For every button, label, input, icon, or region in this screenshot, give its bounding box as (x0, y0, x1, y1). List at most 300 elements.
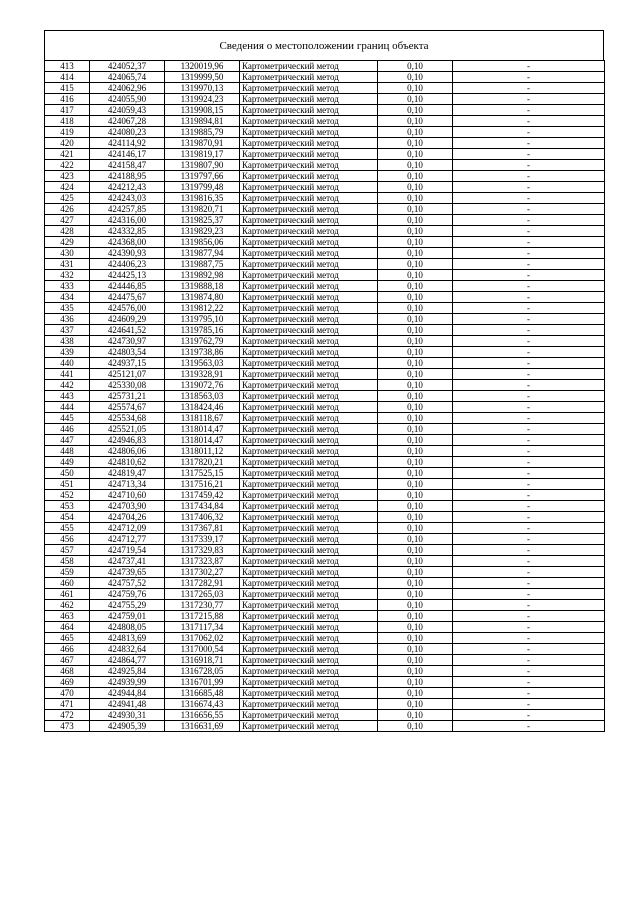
x-coordinate-cell: 424067,28 (90, 116, 165, 127)
x-coordinate-cell: 424759,01 (90, 611, 165, 622)
point-number-cell: 431 (45, 259, 90, 270)
x-coordinate-cell: 424941,48 (90, 699, 165, 710)
accuracy-cell: 0,10 (378, 358, 453, 369)
y-coordinate-cell: 1319797,66 (165, 171, 240, 182)
point-number-cell: 464 (45, 622, 90, 633)
description-cell: - (453, 116, 605, 127)
accuracy-cell: 0,10 (378, 666, 453, 677)
y-coordinate-cell: 1319908,15 (165, 105, 240, 116)
x-coordinate-cell: 424819,47 (90, 468, 165, 479)
method-cell: Картометрический метод (240, 226, 378, 237)
point-number-cell: 441 (45, 369, 90, 380)
x-coordinate-cell: 424316,00 (90, 215, 165, 226)
x-coordinate-cell: 425521,05 (90, 424, 165, 435)
method-cell: Картометрический метод (240, 622, 378, 633)
description-cell: - (453, 215, 605, 226)
x-coordinate-cell: 424406,23 (90, 259, 165, 270)
table-row (45, 413, 605, 424)
y-coordinate-cell: 1318424,46 (165, 402, 240, 413)
point-number-cell: 450 (45, 468, 90, 479)
description-cell: - (453, 545, 605, 556)
y-coordinate-cell: 1319970,13 (165, 83, 240, 94)
description-cell: - (453, 435, 605, 446)
table-title: Сведения о местоположении границ объекта (44, 30, 604, 61)
y-coordinate-cell: 1316701,99 (165, 677, 240, 688)
point-number-cell: 433 (45, 281, 90, 292)
point-number-cell: 424 (45, 182, 90, 193)
method-cell: Картометрический метод (240, 501, 378, 512)
table-row (45, 699, 605, 710)
accuracy-cell: 0,10 (378, 116, 453, 127)
description-cell: - (453, 94, 605, 105)
description-cell: - (453, 138, 605, 149)
method-cell: Картометрический метод (240, 424, 378, 435)
point-number-cell: 473 (45, 721, 90, 732)
accuracy-cell: 0,10 (378, 270, 453, 281)
accuracy-cell: 0,10 (378, 644, 453, 655)
y-coordinate-cell: 1317329,83 (165, 545, 240, 556)
description-cell: - (453, 182, 605, 193)
y-coordinate-cell: 1317525,15 (165, 468, 240, 479)
method-cell: Картометрический метод (240, 677, 378, 688)
description-cell: - (453, 105, 605, 116)
table-row (45, 435, 605, 446)
description-cell: - (453, 226, 605, 237)
description-cell: - (453, 380, 605, 391)
accuracy-cell: 0,10 (378, 369, 453, 380)
y-coordinate-cell: 1317323,87 (165, 556, 240, 567)
accuracy-cell: 0,10 (378, 655, 453, 666)
accuracy-cell: 0,10 (378, 402, 453, 413)
point-number-cell: 470 (45, 688, 90, 699)
point-number-cell: 428 (45, 226, 90, 237)
accuracy-cell: 0,10 (378, 259, 453, 270)
y-coordinate-cell: 1317230,77 (165, 600, 240, 611)
x-coordinate-cell: 424864,77 (90, 655, 165, 666)
point-number-cell: 414 (45, 72, 90, 83)
method-cell: Картометрический метод (240, 94, 378, 105)
table-row (45, 710, 605, 721)
point-number-cell: 448 (45, 446, 90, 457)
x-coordinate-cell: 424739,65 (90, 567, 165, 578)
description-cell: - (453, 193, 605, 204)
description-cell: - (453, 578, 605, 589)
accuracy-cell: 0,10 (378, 556, 453, 567)
description-cell: - (453, 446, 605, 457)
description-cell: - (453, 171, 605, 182)
point-number-cell: 432 (45, 270, 90, 281)
accuracy-cell: 0,10 (378, 677, 453, 688)
accuracy-cell: 0,10 (378, 204, 453, 215)
x-coordinate-cell: 424114,92 (90, 138, 165, 149)
x-coordinate-cell: 424759,76 (90, 589, 165, 600)
method-cell: Картометрический метод (240, 435, 378, 446)
description-cell: - (453, 490, 605, 501)
table-row (45, 358, 605, 369)
x-coordinate-cell: 424446,85 (90, 281, 165, 292)
description-cell: - (453, 666, 605, 677)
description-cell: - (453, 413, 605, 424)
description-cell: - (453, 204, 605, 215)
description-cell: - (453, 160, 605, 171)
accuracy-cell: 0,10 (378, 468, 453, 479)
table-row (45, 72, 605, 83)
x-coordinate-cell: 424944,84 (90, 688, 165, 699)
accuracy-cell: 0,10 (378, 457, 453, 468)
y-coordinate-cell: 1316631,69 (165, 721, 240, 732)
table-row (45, 182, 605, 193)
accuracy-cell: 0,10 (378, 710, 453, 721)
point-number-cell: 440 (45, 358, 90, 369)
method-cell: Картометрический метод (240, 281, 378, 292)
y-coordinate-cell: 1316656,55 (165, 710, 240, 721)
description-cell: - (453, 479, 605, 490)
accuracy-cell: 0,10 (378, 413, 453, 424)
point-number-cell: 435 (45, 303, 90, 314)
table-row (45, 545, 605, 556)
point-number-cell: 455 (45, 523, 90, 534)
accuracy-cell: 0,10 (378, 94, 453, 105)
description-cell: - (453, 501, 605, 512)
x-coordinate-cell: 425574,67 (90, 402, 165, 413)
y-coordinate-cell: 1319870,91 (165, 138, 240, 149)
point-number-cell: 472 (45, 710, 90, 721)
accuracy-cell: 0,10 (378, 248, 453, 259)
accuracy-cell: 0,10 (378, 281, 453, 292)
point-number-cell: 445 (45, 413, 90, 424)
point-number-cell: 447 (45, 435, 90, 446)
description-cell: - (453, 677, 605, 688)
description-cell: - (453, 611, 605, 622)
point-number-cell: 451 (45, 479, 90, 490)
y-coordinate-cell: 1317062,02 (165, 633, 240, 644)
description-cell: - (453, 644, 605, 655)
table-row (45, 534, 605, 545)
y-coordinate-cell: 1319820,71 (165, 204, 240, 215)
coordinates-table (44, 60, 605, 732)
x-coordinate-cell: 424146,17 (90, 149, 165, 160)
table-row (45, 303, 605, 314)
x-coordinate-cell: 424755,29 (90, 600, 165, 611)
point-number-cell: 461 (45, 589, 90, 600)
method-cell: Картометрический метод (240, 600, 378, 611)
description-cell: - (453, 567, 605, 578)
y-coordinate-cell: 1319795,10 (165, 314, 240, 325)
y-coordinate-cell: 1319856,06 (165, 237, 240, 248)
x-coordinate-cell: 424425,13 (90, 270, 165, 281)
y-coordinate-cell: 1318563,03 (165, 391, 240, 402)
accuracy-cell: 0,10 (378, 314, 453, 325)
method-cell: Картометрический метод (240, 127, 378, 138)
x-coordinate-cell: 424719,54 (90, 545, 165, 556)
x-coordinate-cell: 424803,54 (90, 347, 165, 358)
accuracy-cell: 0,10 (378, 600, 453, 611)
x-coordinate-cell: 424703,90 (90, 501, 165, 512)
x-coordinate-cell: 424052,37 (90, 61, 165, 72)
table-row (45, 611, 605, 622)
x-coordinate-cell: 425731,21 (90, 391, 165, 402)
y-coordinate-cell: 1319894,81 (165, 116, 240, 127)
table-row (45, 512, 605, 523)
y-coordinate-cell: 1319762,79 (165, 336, 240, 347)
table-row (45, 105, 605, 116)
method-cell: Картометрический метод (240, 468, 378, 479)
method-cell: Картометрический метод (240, 589, 378, 600)
method-cell: Картометрический метод (240, 391, 378, 402)
y-coordinate-cell: 1319738,86 (165, 347, 240, 358)
x-coordinate-cell: 424712,09 (90, 523, 165, 534)
x-coordinate-cell: 424475,67 (90, 292, 165, 303)
description-cell: - (453, 402, 605, 413)
description-cell: - (453, 314, 605, 325)
table-row (45, 655, 605, 666)
accuracy-cell: 0,10 (378, 171, 453, 182)
description-cell: - (453, 468, 605, 479)
method-cell: Картометрический метод (240, 413, 378, 424)
x-coordinate-cell: 424059,43 (90, 105, 165, 116)
y-coordinate-cell: 1319072,76 (165, 380, 240, 391)
point-number-cell: 459 (45, 567, 90, 578)
method-cell: Картометрический метод (240, 248, 378, 259)
table-row (45, 204, 605, 215)
y-coordinate-cell: 1319888,18 (165, 281, 240, 292)
x-coordinate-cell: 425121,07 (90, 369, 165, 380)
accuracy-cell: 0,10 (378, 127, 453, 138)
point-number-cell: 437 (45, 325, 90, 336)
y-coordinate-cell: 1317434,84 (165, 501, 240, 512)
method-cell: Картометрический метод (240, 721, 378, 732)
y-coordinate-cell: 1317406,32 (165, 512, 240, 523)
method-cell: Картометрический метод (240, 567, 378, 578)
method-cell: Картометрический метод (240, 270, 378, 281)
point-number-cell: 434 (45, 292, 90, 303)
method-cell: Картометрический метод (240, 61, 378, 72)
point-number-cell: 453 (45, 501, 90, 512)
y-coordinate-cell: 1319816,35 (165, 193, 240, 204)
method-cell: Картометрический метод (240, 72, 378, 83)
table-row (45, 567, 605, 578)
method-cell: Картометрический метод (240, 347, 378, 358)
table-row (45, 402, 605, 413)
method-cell: Картометрический метод (240, 578, 378, 589)
point-number-cell: 421 (45, 149, 90, 160)
method-cell: Картометрический метод (240, 105, 378, 116)
y-coordinate-cell: 1316674,43 (165, 699, 240, 710)
y-coordinate-cell: 1319819,17 (165, 149, 240, 160)
table-row (45, 83, 605, 94)
x-coordinate-cell: 424065,74 (90, 72, 165, 83)
point-number-cell: 415 (45, 83, 90, 94)
description-cell: - (453, 534, 605, 545)
y-coordinate-cell: 1317117,34 (165, 622, 240, 633)
description-cell: - (453, 688, 605, 699)
accuracy-cell: 0,10 (378, 523, 453, 534)
x-coordinate-cell: 424609,29 (90, 314, 165, 325)
description-cell: - (453, 303, 605, 314)
description-cell: - (453, 710, 605, 721)
y-coordinate-cell: 1319829,23 (165, 226, 240, 237)
description-cell: - (453, 325, 605, 336)
y-coordinate-cell: 1317367,81 (165, 523, 240, 534)
y-coordinate-cell: 1317459,42 (165, 490, 240, 501)
point-number-cell: 443 (45, 391, 90, 402)
table-row (45, 314, 605, 325)
accuracy-cell: 0,10 (378, 226, 453, 237)
method-cell: Картометрический метод (240, 611, 378, 622)
point-number-cell: 460 (45, 578, 90, 589)
x-coordinate-cell: 424939,99 (90, 677, 165, 688)
point-number-cell: 436 (45, 314, 90, 325)
point-number-cell: 413 (45, 61, 90, 72)
table-row (45, 94, 605, 105)
accuracy-cell: 0,10 (378, 292, 453, 303)
accuracy-cell: 0,10 (378, 138, 453, 149)
method-cell: Картометрический метод (240, 666, 378, 677)
method-cell: Картометрический метод (240, 479, 378, 490)
description-cell: - (453, 523, 605, 534)
table-row (45, 61, 605, 72)
accuracy-cell: 0,10 (378, 534, 453, 545)
description-cell: - (453, 72, 605, 83)
table-row (45, 127, 605, 138)
table-row (45, 259, 605, 270)
table-row (45, 292, 605, 303)
method-cell: Картометрический метод (240, 633, 378, 644)
table-row (45, 644, 605, 655)
description-cell: - (453, 358, 605, 369)
description-cell: - (453, 61, 605, 72)
x-coordinate-cell: 425330,08 (90, 380, 165, 391)
method-cell: Картометрический метод (240, 259, 378, 270)
method-cell: Картометрический метод (240, 138, 378, 149)
point-number-cell: 420 (45, 138, 90, 149)
table-row (45, 193, 605, 204)
method-cell: Картометрический метод (240, 534, 378, 545)
description-cell: - (453, 699, 605, 710)
point-number-cell: 446 (45, 424, 90, 435)
point-number-cell: 439 (45, 347, 90, 358)
accuracy-cell: 0,10 (378, 61, 453, 72)
description-cell: - (453, 127, 605, 138)
y-coordinate-cell: 1317215,88 (165, 611, 240, 622)
description-cell: - (453, 149, 605, 160)
accuracy-cell: 0,10 (378, 303, 453, 314)
y-coordinate-cell: 1319807,90 (165, 160, 240, 171)
method-cell: Картометрический метод (240, 83, 378, 94)
table-row (45, 688, 605, 699)
method-cell: Картометрический метод (240, 325, 378, 336)
point-number-cell: 425 (45, 193, 90, 204)
accuracy-cell: 0,10 (378, 545, 453, 556)
point-number-cell: 463 (45, 611, 90, 622)
accuracy-cell: 0,10 (378, 83, 453, 94)
point-number-cell: 466 (45, 644, 90, 655)
description-cell: - (453, 633, 605, 644)
description-cell: - (453, 259, 605, 270)
accuracy-cell: 0,10 (378, 446, 453, 457)
table-row (45, 347, 605, 358)
accuracy-cell: 0,10 (378, 149, 453, 160)
accuracy-cell: 0,10 (378, 721, 453, 732)
x-coordinate-cell: 424243,03 (90, 193, 165, 204)
accuracy-cell: 0,10 (378, 435, 453, 446)
method-cell: Картометрический метод (240, 512, 378, 523)
method-cell: Картометрический метод (240, 314, 378, 325)
table-row (45, 446, 605, 457)
x-coordinate-cell: 424832,64 (90, 644, 165, 655)
x-coordinate-cell: 424930,31 (90, 710, 165, 721)
table-row (45, 237, 605, 248)
description-cell: - (453, 600, 605, 611)
table-row (45, 380, 605, 391)
y-coordinate-cell: 1320019,96 (165, 61, 240, 72)
table-row (45, 336, 605, 347)
x-coordinate-cell: 424257,85 (90, 204, 165, 215)
table-row (45, 171, 605, 182)
y-coordinate-cell: 1318011,12 (165, 446, 240, 457)
description-cell: - (453, 237, 605, 248)
method-cell: Картометрический метод (240, 655, 378, 666)
point-number-cell: 465 (45, 633, 90, 644)
description-cell: - (453, 248, 605, 259)
method-cell: Картометрический метод (240, 215, 378, 226)
y-coordinate-cell: 1319328,91 (165, 369, 240, 380)
x-coordinate-cell: 424212,43 (90, 182, 165, 193)
x-coordinate-cell: 424390,93 (90, 248, 165, 259)
table-row (45, 226, 605, 237)
method-cell: Картометрический метод (240, 688, 378, 699)
point-number-cell: 438 (45, 336, 90, 347)
accuracy-cell: 0,10 (378, 567, 453, 578)
table-row (45, 523, 605, 534)
method-cell: Картометрический метод (240, 402, 378, 413)
method-cell: Картометрический метод (240, 292, 378, 303)
table-row (45, 116, 605, 127)
method-cell: Картометрический метод (240, 237, 378, 248)
method-cell: Картометрический метод (240, 336, 378, 347)
method-cell: Картометрический метод (240, 358, 378, 369)
y-coordinate-cell: 1319924,23 (165, 94, 240, 105)
y-coordinate-cell: 1317302,27 (165, 567, 240, 578)
y-coordinate-cell: 1319785,16 (165, 325, 240, 336)
y-coordinate-cell: 1319877,94 (165, 248, 240, 259)
method-cell: Картометрический метод (240, 182, 378, 193)
description-cell: - (453, 424, 605, 435)
accuracy-cell: 0,10 (378, 688, 453, 699)
point-number-cell: 430 (45, 248, 90, 259)
point-number-cell: 427 (45, 215, 90, 226)
y-coordinate-cell: 1319887,75 (165, 259, 240, 270)
method-cell: Картометрический метод (240, 644, 378, 655)
x-coordinate-cell: 424925,84 (90, 666, 165, 677)
method-cell: Картометрический метод (240, 149, 378, 160)
y-coordinate-cell: 1317282,91 (165, 578, 240, 589)
table-row (45, 248, 605, 259)
accuracy-cell: 0,10 (378, 380, 453, 391)
y-coordinate-cell: 1318014,47 (165, 424, 240, 435)
point-number-cell: 457 (45, 545, 90, 556)
table-row (45, 457, 605, 468)
accuracy-cell: 0,10 (378, 391, 453, 402)
accuracy-cell: 0,10 (378, 325, 453, 336)
accuracy-cell: 0,10 (378, 589, 453, 600)
point-number-cell: 423 (45, 171, 90, 182)
accuracy-cell: 0,10 (378, 699, 453, 710)
x-coordinate-cell: 424737,41 (90, 556, 165, 567)
accuracy-cell: 0,10 (378, 611, 453, 622)
x-coordinate-cell: 424704,26 (90, 512, 165, 523)
x-coordinate-cell: 424905,39 (90, 721, 165, 732)
